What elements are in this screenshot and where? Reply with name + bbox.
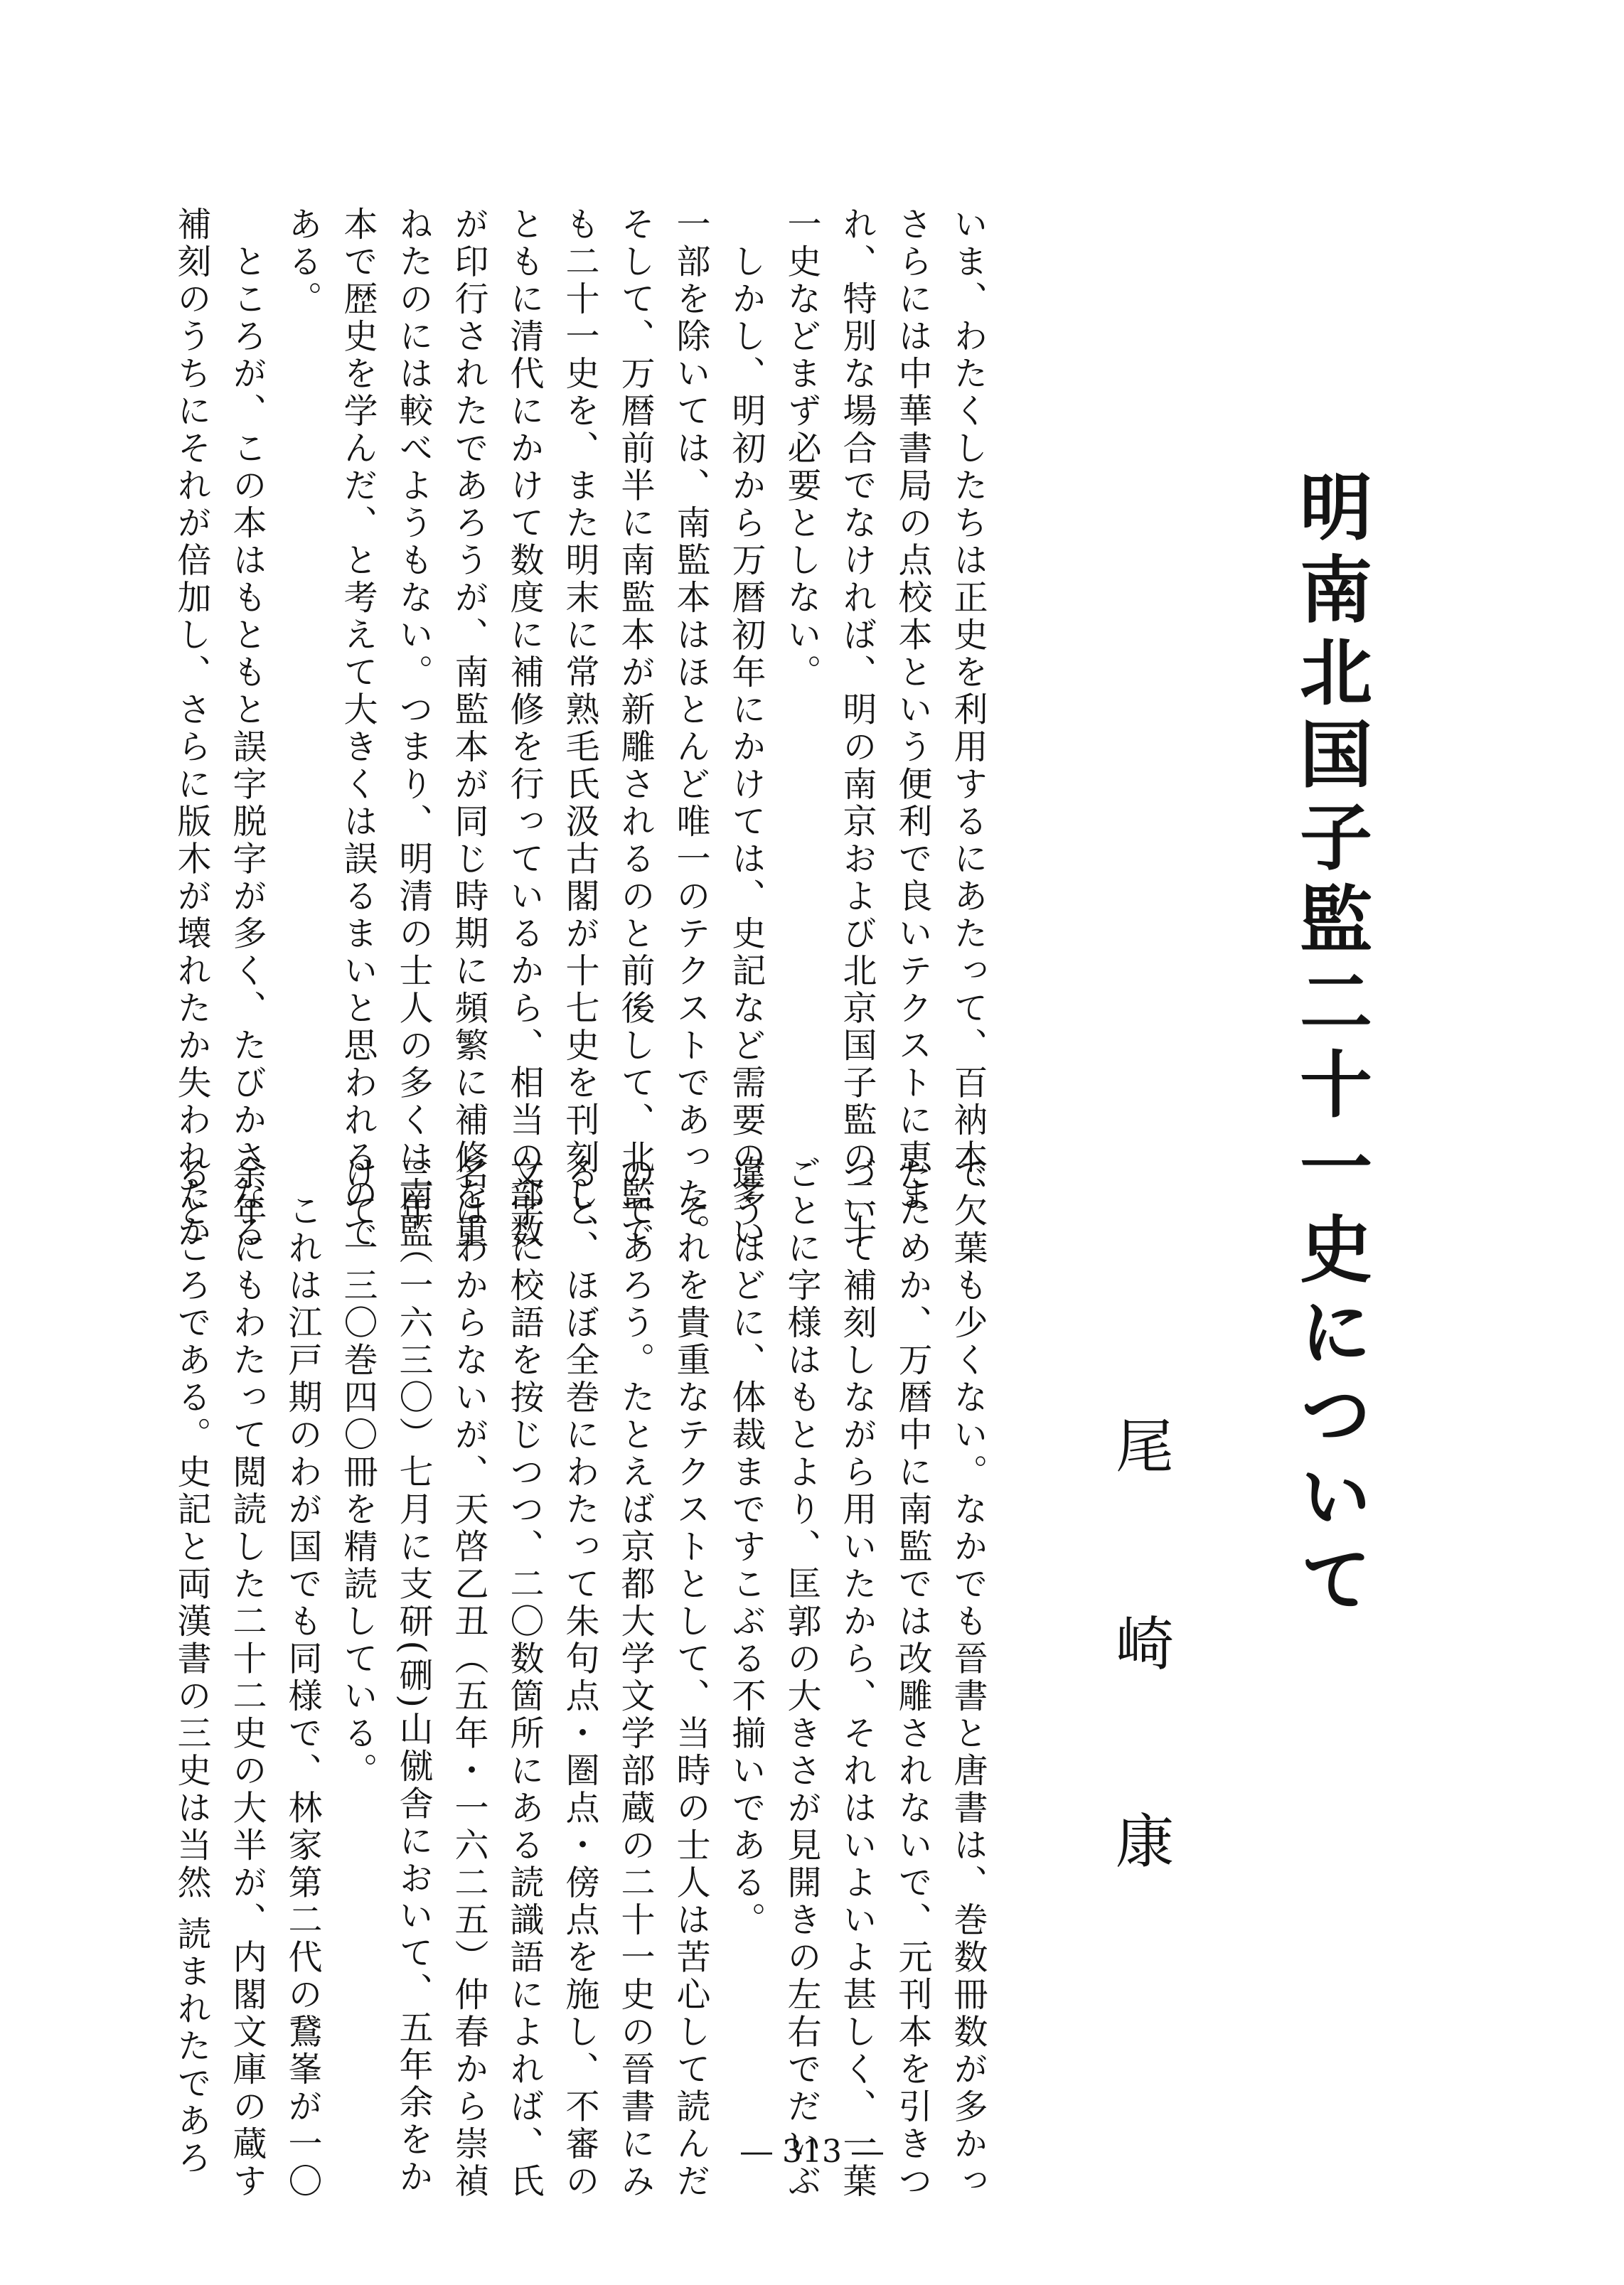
text-line: これは江戸期のわが国でも同様で、林家第二代の鵞峯が一〇 bbox=[282, 1155, 322, 2200]
text-line: 文字に校語を按じつつ、二〇数箇所にある読識語によれば、氏 bbox=[504, 1155, 544, 2200]
text-line: ねたのには較べようもない。つまり、明清の士人の多くは南監 bbox=[393, 206, 433, 1251]
text-line: づいて補刻しながら用いたから、それはいよいよ甚しく、一葉 bbox=[837, 1155, 877, 2200]
text-line: 一部を除いては、南監本はほとんど唯一のテクストであった。 bbox=[671, 206, 710, 1251]
text-line: 三年（一六三〇）七月に支研(硎)山僦舎において、五年余をか bbox=[393, 1155, 433, 2196]
upper-text-block bbox=[171, 206, 995, 1251]
text-line: 名はわからないが、天啓乙丑（五年・一六二五）仲春から崇禎 bbox=[449, 1155, 488, 2200]
text-line: 一史などまず必要としない。 bbox=[781, 206, 821, 692]
text-line: 補刻のうちにそれが倍加し、さらに版木が壊れたか失われたか bbox=[171, 206, 211, 1251]
text-line: ると、ほぼ全巻にわたって朱句点・圏点・傍点を施し、不審の bbox=[560, 1155, 599, 2200]
text-line: そして、万暦前半に南監本が新雕されるのと前後して、北監で bbox=[615, 206, 655, 1251]
text-line: ごとに字様はもとより、匡郭の大きさが見開きの左右でだいぶ bbox=[781, 1155, 821, 2200]
text-line: で欠葉も少くない。なかでも晉書と唐書は、巻数冊数が多かっ bbox=[948, 1155, 988, 2200]
text-line: ところが、この本はもともと誤字脱字が多く、たびかさなる bbox=[227, 206, 267, 1251]
text-line: さらには中華書局の点校本という便利で良いテクストに恵ま bbox=[892, 206, 932, 1214]
text-line: も二十一史を、また明末に常熟毛氏汲古閣が十七史を刊刻し、 bbox=[560, 206, 599, 1251]
author-char: 崎 bbox=[1115, 1611, 1174, 1679]
text-line: 余年にもわたって閲読した二十二史の大半が、内閣文庫の蔵す bbox=[227, 1155, 267, 2200]
text-line: のであろう。たとえば京都大学文学部蔵の二十一史の晉書にみ bbox=[615, 1155, 655, 2200]
text-line: 違うほどに、体裁まですこぶる不揃いである。 bbox=[726, 1155, 766, 1939]
text-line: ともに清代にかけて数度に補修を行っているから、相当の部数 bbox=[504, 206, 544, 1251]
text-line: が印行されたであろうが、南監本が同じ時期に頻繁に補修を重 bbox=[449, 206, 488, 1251]
text-line: れ、特別な場合でなければ、明の南京および北京国子監の二十 bbox=[837, 206, 877, 1251]
author-char: 尾 bbox=[1115, 1413, 1174, 1481]
author-name bbox=[1106, 1413, 1184, 1876]
text-line: るところである。史記と両漢書の三史は当然 読まれたであろ bbox=[171, 1155, 211, 2178]
text-line: 本で歴史を学んだ、と考えて大きくは誤るまいと思われるので bbox=[338, 206, 378, 1251]
page-number: ― 313 ― bbox=[741, 2134, 883, 2170]
text-line: それを貴重なテクストとして、当時の士人は苦心して読んだ bbox=[671, 1155, 710, 2200]
author-char: 康 bbox=[1115, 1809, 1174, 1876]
article-title: 明南北国子監二十一史について bbox=[1288, 469, 1373, 1624]
text-line: たためか、万暦中に南監では改雕されないで、元刊本を引きつ bbox=[892, 1155, 932, 2200]
text-line: いま、わたくしたちは正史を利用するにあたって、百衲本、 bbox=[948, 206, 988, 1214]
text-line: けて一三〇巻四〇冊を精読している。 bbox=[338, 1155, 378, 1790]
text-line: しかし、明初から万暦初年にかけては、史記など需要の多い bbox=[726, 206, 766, 1251]
text-line: ある。 bbox=[282, 206, 322, 319]
